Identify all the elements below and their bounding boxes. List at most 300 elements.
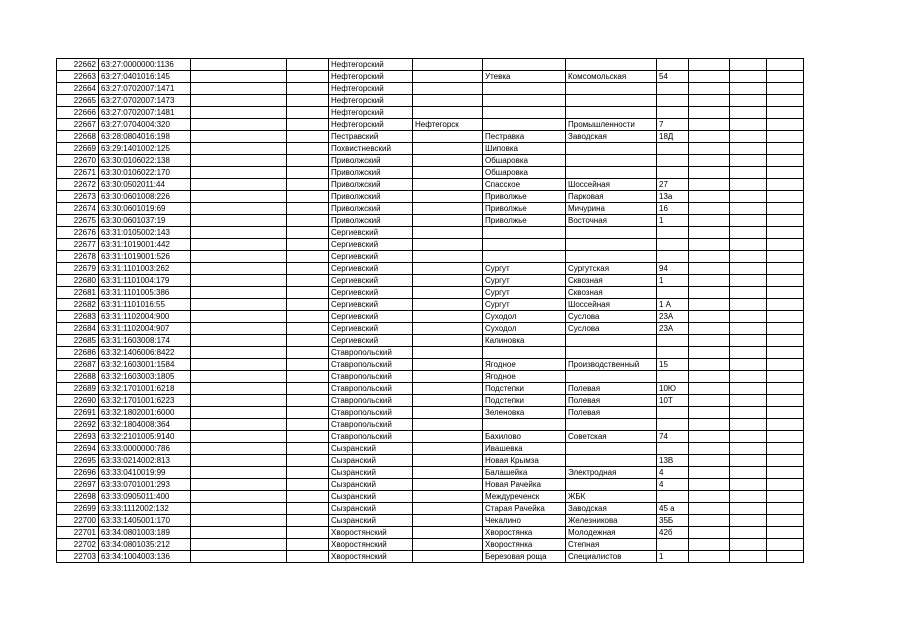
- cell-street: [566, 455, 657, 467]
- cell-district: Нефтегорский: [329, 71, 413, 83]
- cell-city: [413, 335, 483, 347]
- cell-settlement: Зеленовка: [483, 407, 566, 419]
- cell-blank-c: [689, 359, 730, 371]
- cell-settlement: Ягодное: [483, 371, 566, 383]
- cell-blank-a: [191, 95, 287, 107]
- cell-blank-b: [287, 431, 329, 443]
- cell-city: [413, 251, 483, 263]
- cell-row-number: 22662: [57, 59, 99, 71]
- cell-blank-d: [730, 83, 767, 95]
- cell-row-number: 22663: [57, 71, 99, 83]
- cell-blank-b: [287, 239, 329, 251]
- cell-house: 1: [657, 215, 689, 227]
- cell-cadastral-number: 63:31:1019001:526: [99, 251, 191, 263]
- cell-district: Сергиевский: [329, 299, 413, 311]
- cell-blank-c: [689, 179, 730, 191]
- cell-street: Заводская: [566, 503, 657, 515]
- table-row: [57, 479, 804, 491]
- cell-settlement: Спасское: [483, 179, 566, 191]
- cell-cadastral-number: 63:31:0105002:143: [99, 227, 191, 239]
- cell-settlement: Новая Крымза: [483, 455, 566, 467]
- cell-blank-e: [767, 263, 804, 275]
- cell-blank-d: [730, 431, 767, 443]
- cell-blank-c: [689, 227, 730, 239]
- cell-blank-a: [191, 263, 287, 275]
- cell-blank-a: [191, 215, 287, 227]
- cell-row-number: 22688: [57, 371, 99, 383]
- cell-house: [657, 59, 689, 71]
- cell-blank-d: [730, 191, 767, 203]
- cell-settlement: Калиновка: [483, 335, 566, 347]
- cell-blank-d: [730, 143, 767, 155]
- cell-house: 1 А: [657, 299, 689, 311]
- cell-district: Сергиевский: [329, 263, 413, 275]
- cell-blank-c: [689, 395, 730, 407]
- cell-blank-c: [689, 131, 730, 143]
- cell-blank-c: [689, 275, 730, 287]
- cell-street: Молодежная: [566, 527, 657, 539]
- cell-street: Суслова: [566, 323, 657, 335]
- cell-blank-d: [730, 551, 767, 563]
- cell-house: 7: [657, 119, 689, 131]
- cell-settlement: [483, 95, 566, 107]
- cell-district: Хворостянский: [329, 551, 413, 563]
- cell-street: ЖБК: [566, 491, 657, 503]
- cell-blank-c: [689, 383, 730, 395]
- cell-row-number: 22687: [57, 359, 99, 371]
- cell-street: Степная: [566, 539, 657, 551]
- table-row: [57, 551, 804, 563]
- cell-blank-e: [767, 119, 804, 131]
- table-row: [57, 143, 804, 155]
- cell-street: [566, 167, 657, 179]
- cell-blank-a: [191, 359, 287, 371]
- cell-street: Полевая: [566, 407, 657, 419]
- cell-blank-b: [287, 191, 329, 203]
- cell-cadastral-number: 63:31:1019001:442: [99, 239, 191, 251]
- cell-row-number: 22669: [57, 143, 99, 155]
- cell-blank-a: [191, 539, 287, 551]
- cell-blank-c: [689, 167, 730, 179]
- cell-street: Сквозная: [566, 275, 657, 287]
- cell-row-number: 22681: [57, 287, 99, 299]
- cell-blank-b: [287, 419, 329, 431]
- cell-blank-d: [730, 515, 767, 527]
- cell-settlement: [483, 119, 566, 131]
- cell-district: Ставропольский: [329, 431, 413, 443]
- cell-street: [566, 371, 657, 383]
- cell-blank-e: [767, 83, 804, 95]
- cell-settlement: Хворостянка: [483, 539, 566, 551]
- cell-settlement: Приволжье: [483, 203, 566, 215]
- cell-blank-e: [767, 191, 804, 203]
- cell-blank-d: [730, 323, 767, 335]
- cell-house: 23А: [657, 311, 689, 323]
- table-row: [57, 119, 804, 131]
- cell-settlement: Ягодное: [483, 359, 566, 371]
- table-row: [57, 287, 804, 299]
- cell-house: 35Б: [657, 515, 689, 527]
- cell-blank-c: [689, 347, 730, 359]
- cell-cadastral-number: 63:30:0106022:170: [99, 167, 191, 179]
- cell-cadastral-number: 63:27:0401016:145: [99, 71, 191, 83]
- cell-city: [413, 539, 483, 551]
- cell-blank-a: [191, 551, 287, 563]
- cell-cadastral-number: 63:30:0601037:19: [99, 215, 191, 227]
- cell-district: Приволжский: [329, 155, 413, 167]
- cell-district: Приволжский: [329, 203, 413, 215]
- cell-cadastral-number: 63:27:0704004:320: [99, 119, 191, 131]
- cell-row-number: 22698: [57, 491, 99, 503]
- cell-row-number: 22678: [57, 251, 99, 263]
- cell-settlement: Подстепки: [483, 383, 566, 395]
- cell-city: [413, 515, 483, 527]
- cell-blank-d: [730, 395, 767, 407]
- cell-cadastral-number: 63:27:0702007:1471: [99, 83, 191, 95]
- cell-street: Мичурина: [566, 203, 657, 215]
- cell-house: 13В: [657, 455, 689, 467]
- cell-city: [413, 551, 483, 563]
- cell-district: Ставропольский: [329, 383, 413, 395]
- cell-blank-a: [191, 167, 287, 179]
- cell-house: 10Т: [657, 395, 689, 407]
- cell-row-number: 22668: [57, 131, 99, 143]
- cell-district: Хворостянский: [329, 527, 413, 539]
- table-row: [57, 83, 804, 95]
- cell-house: 4: [657, 479, 689, 491]
- cell-street: Производственный: [566, 359, 657, 371]
- cell-blank-b: [287, 215, 329, 227]
- cell-blank-c: [689, 407, 730, 419]
- cell-city: [413, 107, 483, 119]
- cell-city: [413, 395, 483, 407]
- cell-street: [566, 335, 657, 347]
- cell-city: [413, 479, 483, 491]
- cell-blank-e: [767, 323, 804, 335]
- table-row: [57, 311, 804, 323]
- cell-blank-e: [767, 419, 804, 431]
- cell-blank-b: [287, 155, 329, 167]
- cell-blank-a: [191, 227, 287, 239]
- cell-blank-a: [191, 251, 287, 263]
- cell-cadastral-number: 63:31:1102004:900: [99, 311, 191, 323]
- cell-blank-e: [767, 551, 804, 563]
- cell-house: [657, 335, 689, 347]
- cell-cadastral-number: 63:32:2101005:9140: [99, 431, 191, 443]
- cell-blank-c: [689, 491, 730, 503]
- cell-blank-b: [287, 515, 329, 527]
- cell-row-number: 22671: [57, 167, 99, 179]
- cell-city: [413, 203, 483, 215]
- cell-district: Сызранский: [329, 479, 413, 491]
- cell-blank-e: [767, 455, 804, 467]
- cell-district: Нефтегорский: [329, 107, 413, 119]
- table-row: [57, 503, 804, 515]
- cell-row-number: 22672: [57, 179, 99, 191]
- cell-cadastral-number: 63:31:1101016:55: [99, 299, 191, 311]
- cell-blank-a: [191, 395, 287, 407]
- cell-blank-c: [689, 59, 730, 71]
- cell-blank-e: [767, 467, 804, 479]
- cell-settlement: Утевка: [483, 71, 566, 83]
- cell-blank-a: [191, 275, 287, 287]
- cell-blank-a: [191, 479, 287, 491]
- cell-blank-a: [191, 323, 287, 335]
- cell-cadastral-number: 63:32:1701001:6223: [99, 395, 191, 407]
- cell-blank-d: [730, 311, 767, 323]
- cell-blank-a: [191, 467, 287, 479]
- cell-district: Сызранский: [329, 515, 413, 527]
- cell-blank-c: [689, 239, 730, 251]
- cell-blank-d: [730, 479, 767, 491]
- cell-street: Суслова: [566, 311, 657, 323]
- cell-settlement: Приволжье: [483, 215, 566, 227]
- cell-cadastral-number: 63:33:0905011:400: [99, 491, 191, 503]
- cell-blank-b: [287, 359, 329, 371]
- cell-district: Сызранский: [329, 503, 413, 515]
- cell-blank-b: [287, 503, 329, 515]
- cell-blank-c: [689, 143, 730, 155]
- cell-blank-d: [730, 455, 767, 467]
- cell-district: Сызранский: [329, 443, 413, 455]
- cell-blank-d: [730, 227, 767, 239]
- cell-blank-b: [287, 311, 329, 323]
- cell-house: 54: [657, 71, 689, 83]
- cell-blank-d: [730, 527, 767, 539]
- cell-street: Комсомольская: [566, 71, 657, 83]
- table-row: [57, 95, 804, 107]
- cell-house: 42б: [657, 527, 689, 539]
- cell-blank-a: [191, 83, 287, 95]
- cell-city: [413, 419, 483, 431]
- cell-blank-c: [689, 431, 730, 443]
- cell-district: Нефтегорский: [329, 119, 413, 131]
- cell-row-number: 22703: [57, 551, 99, 563]
- cell-house: [657, 419, 689, 431]
- cell-blank-a: [191, 407, 287, 419]
- cell-blank-a: [191, 299, 287, 311]
- cell-blank-b: [287, 383, 329, 395]
- cell-row-number: 22683: [57, 311, 99, 323]
- cell-settlement: Междуреченск: [483, 491, 566, 503]
- cell-cadastral-number: 63:30:0106022:138: [99, 155, 191, 167]
- cell-cadastral-number: 63:32:1802001:6000: [99, 407, 191, 419]
- table-row: [57, 227, 804, 239]
- cell-house: [657, 491, 689, 503]
- cell-blank-d: [730, 443, 767, 455]
- cell-district: Приволжский: [329, 191, 413, 203]
- cell-house: [657, 227, 689, 239]
- cell-house: 74: [657, 431, 689, 443]
- cell-blank-e: [767, 395, 804, 407]
- cell-city: [413, 407, 483, 419]
- cell-blank-c: [689, 311, 730, 323]
- cell-blank-b: [287, 323, 329, 335]
- cell-street: Сургутская: [566, 263, 657, 275]
- cell-row-number: 22675: [57, 215, 99, 227]
- cell-blank-c: [689, 107, 730, 119]
- cell-blank-e: [767, 371, 804, 383]
- cell-cadastral-number: 63:32:1804008:364: [99, 419, 191, 431]
- cell-cadastral-number: 63:30:0601008:226: [99, 191, 191, 203]
- table-row: [57, 179, 804, 191]
- cell-cadastral-number: 63:33:0410019:99: [99, 467, 191, 479]
- table-row: [57, 467, 804, 479]
- cell-cadastral-number: 63:32:1603003:1805: [99, 371, 191, 383]
- cell-row-number: 22667: [57, 119, 99, 131]
- cell-blank-e: [767, 479, 804, 491]
- table-row: [57, 371, 804, 383]
- cell-city: [413, 95, 483, 107]
- cell-cadastral-number: 63:27:0702007:1481: [99, 107, 191, 119]
- cell-row-number: 22701: [57, 527, 99, 539]
- cell-blank-a: [191, 155, 287, 167]
- table-row: [57, 59, 804, 71]
- cell-blank-b: [287, 59, 329, 71]
- cell-blank-e: [767, 539, 804, 551]
- cell-city: [413, 347, 483, 359]
- cell-blank-e: [767, 95, 804, 107]
- cell-blank-a: [191, 431, 287, 443]
- cell-street: [566, 347, 657, 359]
- cell-blank-d: [730, 419, 767, 431]
- cell-blank-d: [730, 71, 767, 83]
- cell-house: [657, 155, 689, 167]
- cell-blank-a: [191, 179, 287, 191]
- cell-blank-b: [287, 203, 329, 215]
- cell-blank-a: [191, 311, 287, 323]
- cell-blank-e: [767, 431, 804, 443]
- cell-blank-d: [730, 299, 767, 311]
- cell-district: Сергиевский: [329, 323, 413, 335]
- cell-house: [657, 371, 689, 383]
- cell-blank-e: [767, 107, 804, 119]
- cell-settlement: Сургут: [483, 263, 566, 275]
- cell-cadastral-number: 63:33:1405001:170: [99, 515, 191, 527]
- cell-blank-b: [287, 143, 329, 155]
- cell-city: [413, 287, 483, 299]
- cell-settlement: [483, 83, 566, 95]
- cell-row-number: 22686: [57, 347, 99, 359]
- table-row: [57, 539, 804, 551]
- cell-settlement: Сургут: [483, 287, 566, 299]
- table-row: [57, 443, 804, 455]
- cell-blank-d: [730, 107, 767, 119]
- table-row: [57, 107, 804, 119]
- cell-street: Электродная: [566, 467, 657, 479]
- cell-cadastral-number: 63:32:1701001:6218: [99, 383, 191, 395]
- cell-street: Восточная: [566, 215, 657, 227]
- cell-house: 1: [657, 275, 689, 287]
- cell-house: 16: [657, 203, 689, 215]
- cell-blank-b: [287, 491, 329, 503]
- cell-blank-e: [767, 215, 804, 227]
- table-row: [57, 359, 804, 371]
- cell-blank-b: [287, 479, 329, 491]
- table-row: [57, 71, 804, 83]
- cell-city: [413, 167, 483, 179]
- cell-blank-d: [730, 275, 767, 287]
- cell-blank-d: [730, 215, 767, 227]
- cell-blank-b: [287, 83, 329, 95]
- cell-row-number: 22684: [57, 323, 99, 335]
- cell-district: Приволжский: [329, 167, 413, 179]
- cell-house: 94: [657, 263, 689, 275]
- cell-blank-b: [287, 335, 329, 347]
- table-row: [57, 491, 804, 503]
- cell-cadastral-number: 63:34:0801035:212: [99, 539, 191, 551]
- cell-settlement: Бахилово: [483, 431, 566, 443]
- cell-blank-a: [191, 455, 287, 467]
- cell-district: Ставропольский: [329, 407, 413, 419]
- cell-street: Полевая: [566, 383, 657, 395]
- cell-blank-a: [191, 371, 287, 383]
- cell-city: [413, 59, 483, 71]
- cell-cadastral-number: 63:31:1102004:907: [99, 323, 191, 335]
- cell-district: Нефтегорский: [329, 95, 413, 107]
- cell-cadastral-number: 63:27:0000000:1136: [99, 59, 191, 71]
- cell-cadastral-number: 63:31:1603008:174: [99, 335, 191, 347]
- table-row: [57, 131, 804, 143]
- cell-district: Приволжский: [329, 215, 413, 227]
- cell-blank-a: [191, 191, 287, 203]
- cell-blank-b: [287, 395, 329, 407]
- cell-cadastral-number: 63:31:1101003:262: [99, 263, 191, 275]
- cell-house: [657, 167, 689, 179]
- cell-cadastral-number: 63:32:1406006:8422: [99, 347, 191, 359]
- cell-house: 18Д: [657, 131, 689, 143]
- cell-blank-a: [191, 383, 287, 395]
- table-row: [57, 431, 804, 443]
- cell-district: Приволжский: [329, 179, 413, 191]
- cell-cadastral-number: 63:33:0000000:786: [99, 443, 191, 455]
- cell-city: [413, 263, 483, 275]
- cell-blank-e: [767, 275, 804, 287]
- cell-blank-e: [767, 491, 804, 503]
- cell-house: [657, 239, 689, 251]
- table-row: [57, 191, 804, 203]
- cell-city: [413, 239, 483, 251]
- table-row: [57, 527, 804, 539]
- cell-city: [413, 131, 483, 143]
- cell-cadastral-number: 63:33:0214002:813: [99, 455, 191, 467]
- cell-district: Ставропольский: [329, 347, 413, 359]
- cell-blank-c: [689, 155, 730, 167]
- cell-cadastral-number: 63:31:1101005:386: [99, 287, 191, 299]
- cell-street: [566, 239, 657, 251]
- table-row: [57, 323, 804, 335]
- table-row: [57, 383, 804, 395]
- cell-blank-e: [767, 155, 804, 167]
- cell-row-number: 22699: [57, 503, 99, 515]
- cell-house: 27: [657, 179, 689, 191]
- cell-district: Пестравский: [329, 131, 413, 143]
- cell-row-number: 22691: [57, 407, 99, 419]
- cell-blank-b: [287, 107, 329, 119]
- cell-district: Похвистневский: [329, 143, 413, 155]
- cell-blank-e: [767, 59, 804, 71]
- cell-city: [413, 443, 483, 455]
- cell-city: [413, 371, 483, 383]
- cell-city: Нефтегорск: [413, 119, 483, 131]
- cell-district: Сергиевский: [329, 239, 413, 251]
- cell-blank-c: [689, 527, 730, 539]
- cell-house: 4: [657, 467, 689, 479]
- cell-city: [413, 359, 483, 371]
- cell-blank-d: [730, 155, 767, 167]
- cell-house: 45 а: [657, 503, 689, 515]
- cell-city: [413, 383, 483, 395]
